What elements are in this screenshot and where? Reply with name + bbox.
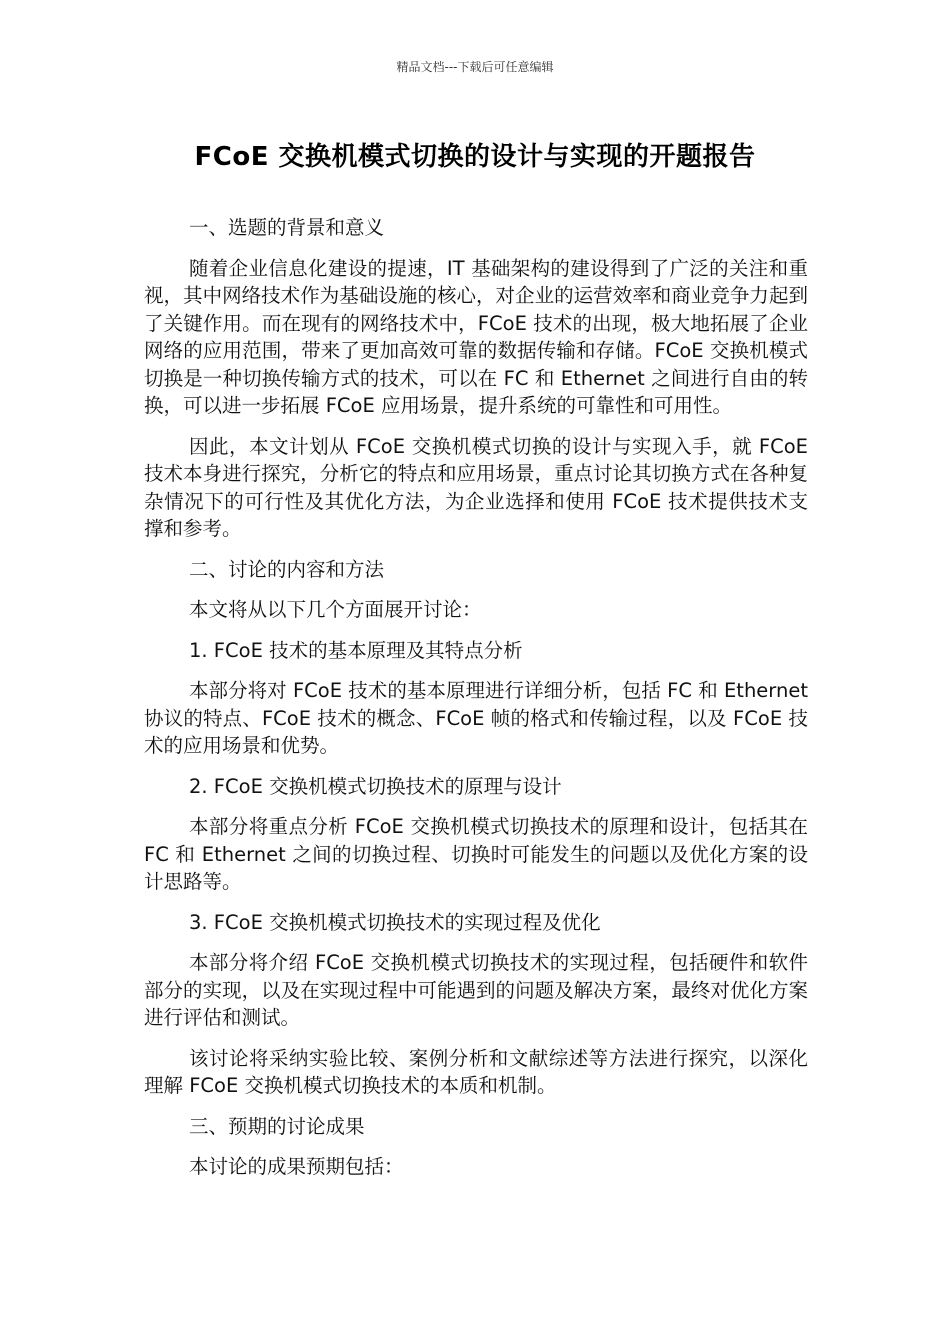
paragraph-1: 本部分将对 FCoE 技术的基本原理进行详细分析，包括 FC 和 Ethernet 协议的特点、FCoE 技术的概念、FCoE 帧的格式和传输过程，以及 FCoE 技术的应用场景和优势。 xyxy=(144,679,808,757)
paragraph-2: 本部分将重点分析 FCoE 交换机模式切换技术的原理和设计，包括其在 FC 和 Ethernet 之间的切换过程、切换时可能发生的问题以及优化方案的设计思路等。 xyxy=(144,815,808,893)
section-heading-expected-results: 三、预期的讨论成果 xyxy=(189,1114,365,1138)
paragraph-methods: 该讨论将采纳实验比较、案例分析和文献综述等方法进行探究，以深化理解 FCoE 交换机模式切换技术的本质和机制。 xyxy=(144,1046,808,1097)
subheading-2: 2. FCoE 交换机模式切换技术的原理与设计 xyxy=(189,774,562,798)
subheading-3: 3. FCoE 交换机模式切换技术的实现过程及优化 xyxy=(189,910,601,934)
subheading-1: 1. FCoE 技术的基本原理及其特点分析 xyxy=(189,638,523,662)
paragraph-background: 随着企业信息化建设的提速，IT 基础架构的建设得到了广泛的关注和重视，其中网络技术作为基础设施的核心，对企业的运营效率和商业竞争力起到了关键作用。而在现有的网络技术中，FCoE 技术的出现，极大地拓展了企业网络的应用范围，带来了更加高效可靠的数据传输和存储。FCoE 交换机模式切换是一种切换传输方式的技术，可以在 FC 和 Ethernet 之间进行自由的转换，可以进一步拓展 FCoE 应用场景，提升系统的可靠性和可用性。 xyxy=(144,256,808,417)
section-heading-content-methods: 二、讨论的内容和方法 xyxy=(189,557,385,581)
paragraph-expected-intro: 本讨论的成果预期包括： xyxy=(189,1155,404,1178)
paragraph-intro-aspects: 本文将从以下几个方面展开讨论： xyxy=(189,598,482,621)
paragraph-plan: 因此，本文计划从 FCoE 交换机模式切换的设计与实现入手，就 FCoE 技术本身进行探究，分析它的特点和应用场景，重点讨论其切换方式在各种复杂情况下的可行性及其优化方法，为企业选择和使用 FCoE 技术提供技术支撑和参考。 xyxy=(144,434,808,540)
section-heading-background: 一、选题的背景和意义 xyxy=(189,216,385,239)
document-title: FCoE 交换机模式切换的设计与实现的开题报告 xyxy=(194,142,756,172)
header-note: 精品文档---下载后可任意编辑 xyxy=(396,60,554,74)
document-body xyxy=(144,214,808,1194)
paragraph-3: 本部分将介绍 FCoE 交换机模式切换技术的实现过程，包括硬件和软件部分的实现，以及在实现过程中可能遇到的问题及解决方案，最终对优化方案进行评估和测试。 xyxy=(144,951,808,1029)
